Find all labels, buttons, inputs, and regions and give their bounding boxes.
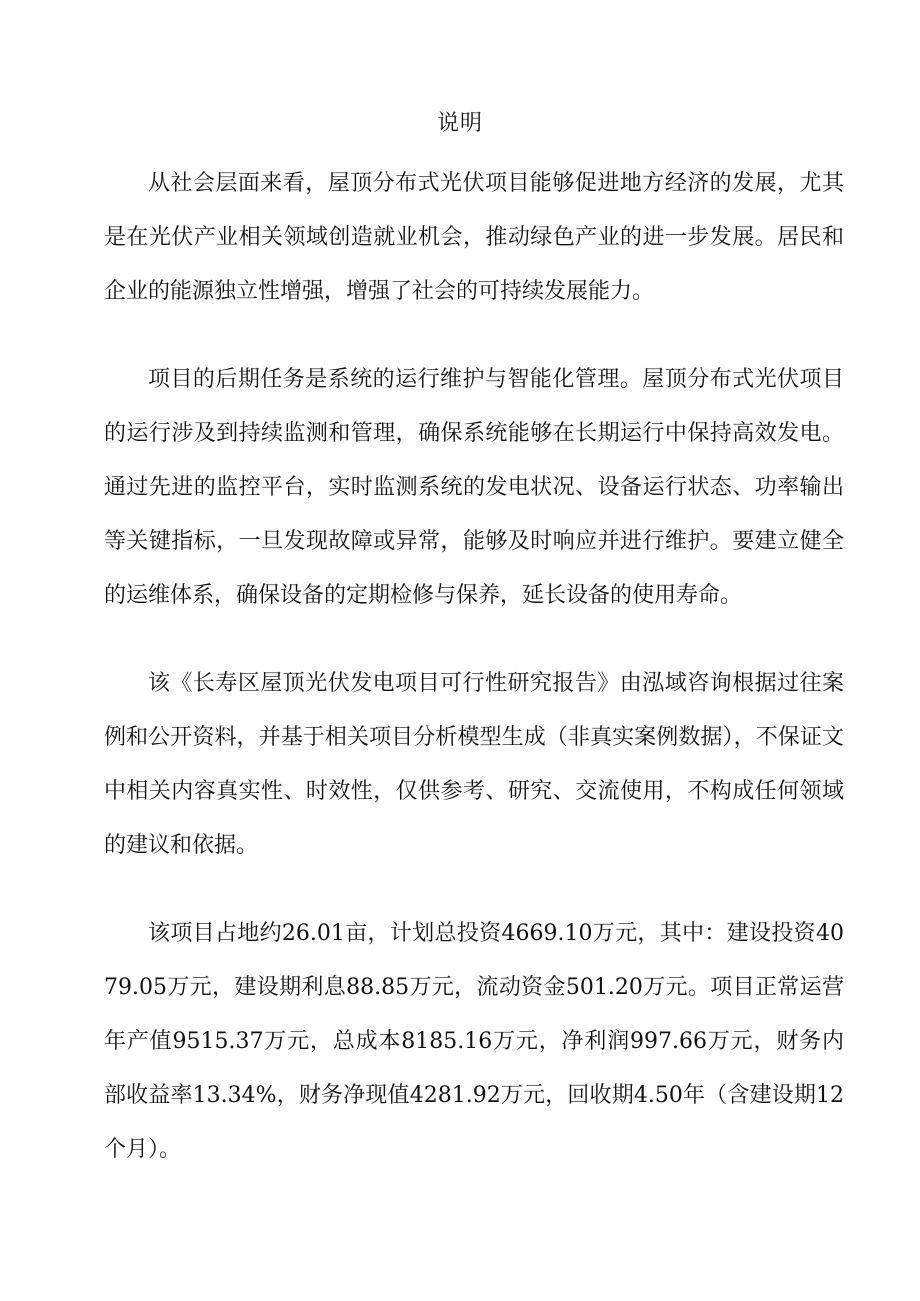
paragraph-maintenance: 项目的后期任务是系统的运行维护与智能化管理。屋顶分布式光伏项目的运行涉及到持续监测和管理，确保系统能够在长期运行中保持高效发电。通过先进的监控平台，实时监测系统的发电状况、设备运行状态、功率输出等关键指标，一旦发现故障或异常，能够及时响应并进行维护。要建立健全的运维体系，确保设备的定期检修与保养，延长设备的使用寿命。 bbox=[104, 367, 844, 608]
page-title: 说明 bbox=[436, 111, 483, 136]
document-body bbox=[104, 157, 844, 1177]
paragraph-disclaimer: 该《长寿区屋顶光伏发电项目可行性研究报告》由泓域咨询根据过往案例和公开资料，并基于相关项目分析模型生成（非真实案例数据），不保证文中相关内容真实性、时效性，仅供参考、研究、交流使用，不构成任何领域的建议和依据。 bbox=[104, 671, 844, 858]
paragraph-financials: 该项目占地约26.01亩，计划总投资4669.10万元，其中：建设投资4079.05万元，建设期利息88.85万元，流动资金501.20万元。项目正常运营年产值9515.37万元，总成本8185.16万元，净利润997.66万元，财务内部收益率13.34%，财务净现值4281.92万元，回收期4.50年（含建设期12个月）。 bbox=[104, 921, 844, 1162]
paragraph-social-impact: 从社会层面来看，屋顶分布式光伏项目能够促进地方经济的发展，尤其是在光伏产业相关领域创造就业机会，推动绿色产业的进一步发展。居民和企业的能源独立性增强，增强了社会的可持续发展能力。 bbox=[104, 171, 844, 304]
